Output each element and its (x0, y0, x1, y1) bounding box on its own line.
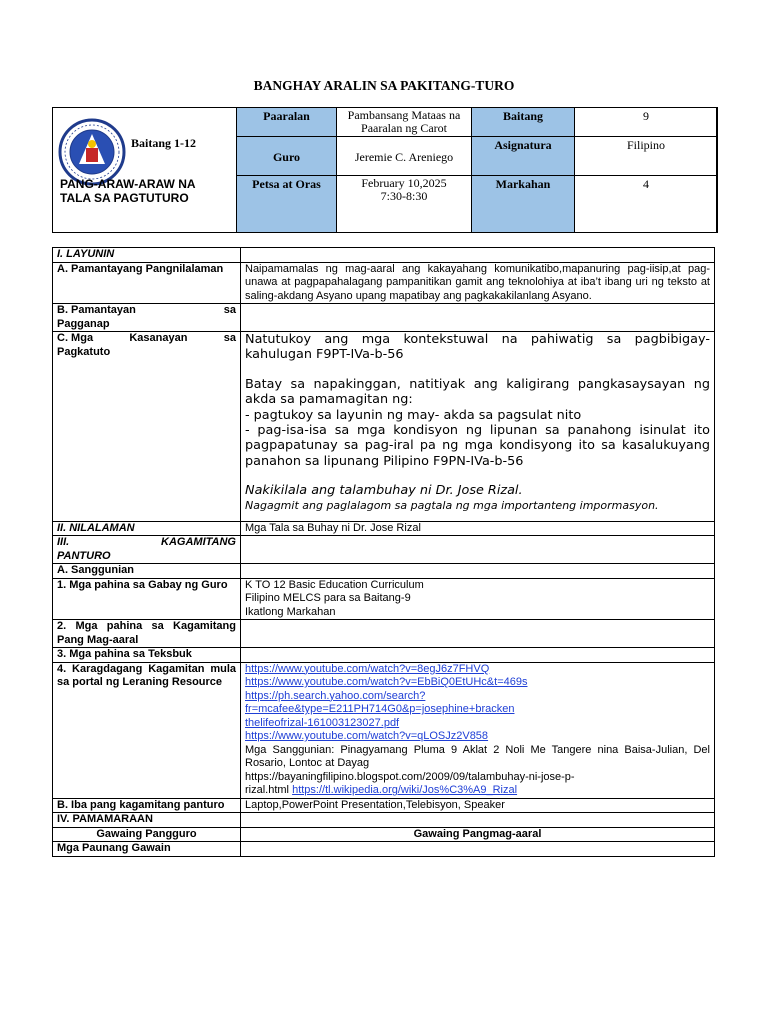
gawaing-pangmagaaral: Gawaing Pangmag-aaral (241, 827, 715, 842)
tala-label: PANG-ARAW-ARAW NA TALA SA PAGTUTURO (60, 177, 196, 205)
table-row (53, 536, 715, 564)
markahan-value: 4 (574, 175, 718, 233)
table-row (53, 304, 715, 332)
table-row (53, 521, 715, 536)
baitang-label: Baitang (471, 107, 575, 137)
karagdagang-label: 4. Karagdagang Kagamitan mula sa portal ng Leraning Resource (53, 662, 241, 798)
blog-url-end: rizal.html (245, 784, 290, 797)
iba-text: Laptop,PowerPoint Presentation,Telebisyon, Speaker (241, 798, 715, 813)
table-row (53, 798, 715, 813)
youtube-link-1[interactable]: https://www.youtube.com/watch?v=8egJ6z7FHVQ (245, 662, 490, 675)
document-title: BANGHAY ARALIN SA PAKITANG-TURO (253, 78, 515, 93)
pagganap-label: B. Pamantayan sa Pagganap (53, 304, 241, 332)
petsa-value (336, 175, 472, 233)
deped-seal-icon (58, 118, 126, 186)
nilalaman-heading: II. NILALAMAN (53, 521, 241, 536)
asignatura-value: Filipino (574, 136, 718, 176)
table-row (53, 662, 715, 798)
kasanayan-text: Natutukoy ang mga kontekstuwal na pahiwatig sa pagbibigay-kahulugan F9PT-IVa-b-56 Batay sa napakinggan, natitiyak ang kaligirang pangkasaysayan ng akda sa pamamagitan ng: - pagtukoy sa layunin ng may- akda sa pagsulat nito - pag-isa-isa sa mga kondisyon ng lipunan sa panahong isinulat ito pagpapatunay sa pag-iral pa ng mga kondisyong ito sa kasalukuyang panahon sa lipunang Pilipino F9PN-IVa-b-56 Nakikilala ang talambuhay ni Dr. Jose Rizal. Nagagmit ang paglalagom sa pagtala ng mga importanteng impormasyon. (241, 332, 715, 522)
pamantayang-label: A. Pamantayang Pangnilalaman (53, 262, 241, 304)
table-row (53, 248, 715, 263)
gabay-label: 1. Mga pahina sa Gabay ng Guro (53, 578, 241, 620)
table-row (53, 827, 715, 842)
layunin-heading: I. LAYUNIN (53, 248, 241, 263)
petsa-time: 7:30-8:30 (380, 189, 428, 203)
kagamitan-heading: III. KAGAMITANG PANTURO (53, 536, 241, 564)
magaaral-label: 2. Mga pahina sa Kagamitang Pang Mag-aaral (53, 620, 241, 648)
lesson-table (52, 247, 715, 857)
paunang-gawain-label: Mga Paunang Gawain (53, 842, 241, 857)
nilalaman-text: Mga Tala sa Buhay ni Dr. Jose Rizal (241, 521, 715, 536)
guro-value: Jeremie C. Areniego (336, 136, 472, 176)
sanggunian-text: Mga Sanggunian: Pinagyamang Pluma 9 Aklat 2 Noli Me Tangere nina Baisa-Julian, Del Rosario, Lontoc at Dayag (245, 743, 710, 770)
gabay-text: K TO 12 Basic Education Curriculum Filipino MELCS para sa Baitang-9 Ikatlong Markahan (241, 578, 715, 620)
paaralan-value: Pambansang Mataas na Paaralan ng Carot (336, 107, 472, 137)
header-table (52, 107, 717, 233)
guro-label: Guro (236, 136, 337, 176)
youtube-link-3[interactable]: https://www.youtube.com/watch?v=qLOSJz2V858 (245, 730, 489, 743)
table-row (53, 332, 715, 522)
asignatura-label: Asignatura (471, 136, 575, 176)
yahoo-search-link-cont[interactable]: fr=mcafee&type=E211PH714G0&p=josephine+bracken (245, 703, 515, 716)
pdf-link[interactable]: thelifeofrizal-161003123027.pdf (245, 716, 400, 729)
table-row (53, 648, 715, 663)
table-row (53, 564, 715, 579)
table-row (53, 813, 715, 828)
kasanayan-label: C. Mga Kasanayan sa Pagkatuto (53, 332, 241, 522)
table-row (53, 578, 715, 620)
blog-url: https://bayaningfilipino.blogspot.com/2009/09/talambuhay-ni-jose-p- (245, 770, 575, 783)
table-row (53, 262, 715, 304)
sanggunian-heading: A. Sanggunian (53, 564, 241, 579)
pamantayang-text: Naipamamalas ng mag-aaral ang kakayahang komunikatibo,mapanuring pag-iisip,at pag-unawa at pagpapahalagang pampanitikan gamit ang teknolohiya at iba’t ibang uri ng teksto at saling-akdang Asyano upang mapatibay ang pagkakakilanlang Asyano. (241, 262, 715, 304)
table-row (53, 620, 715, 648)
pamamaraan-heading: IV. PAMAMARAAN (53, 813, 241, 828)
iba-label: B. Iba pang kagamitang panturo (53, 798, 241, 813)
baitang-value: 9 (574, 107, 718, 137)
wikipedia-link[interactable]: https://tl.wikipedia.org/wiki/Jos%C3%A9_Rizal (292, 784, 518, 797)
karagdagang-links (241, 662, 715, 798)
table-row (53, 842, 715, 857)
baitang-1-12-label: Baitang 1-12 (131, 136, 197, 150)
yahoo-search-link[interactable]: https://ph.search.yahoo.com/search? (245, 689, 426, 702)
petsa-date: February 10,2025 (361, 176, 447, 190)
teksbuk-label: 3. Mga pahina sa Teksbuk (53, 648, 241, 663)
petsa-label: Petsa at Oras (236, 175, 337, 233)
youtube-link-2[interactable]: https://www.youtube.com/watch?v=EbBiQ0EtUHc&t=469s (245, 676, 528, 689)
paaralan-label: Paaralan (236, 107, 337, 137)
markahan-label: Markahan (471, 175, 575, 233)
gawaing-pangguro: Gawaing Pangguro (53, 827, 241, 842)
